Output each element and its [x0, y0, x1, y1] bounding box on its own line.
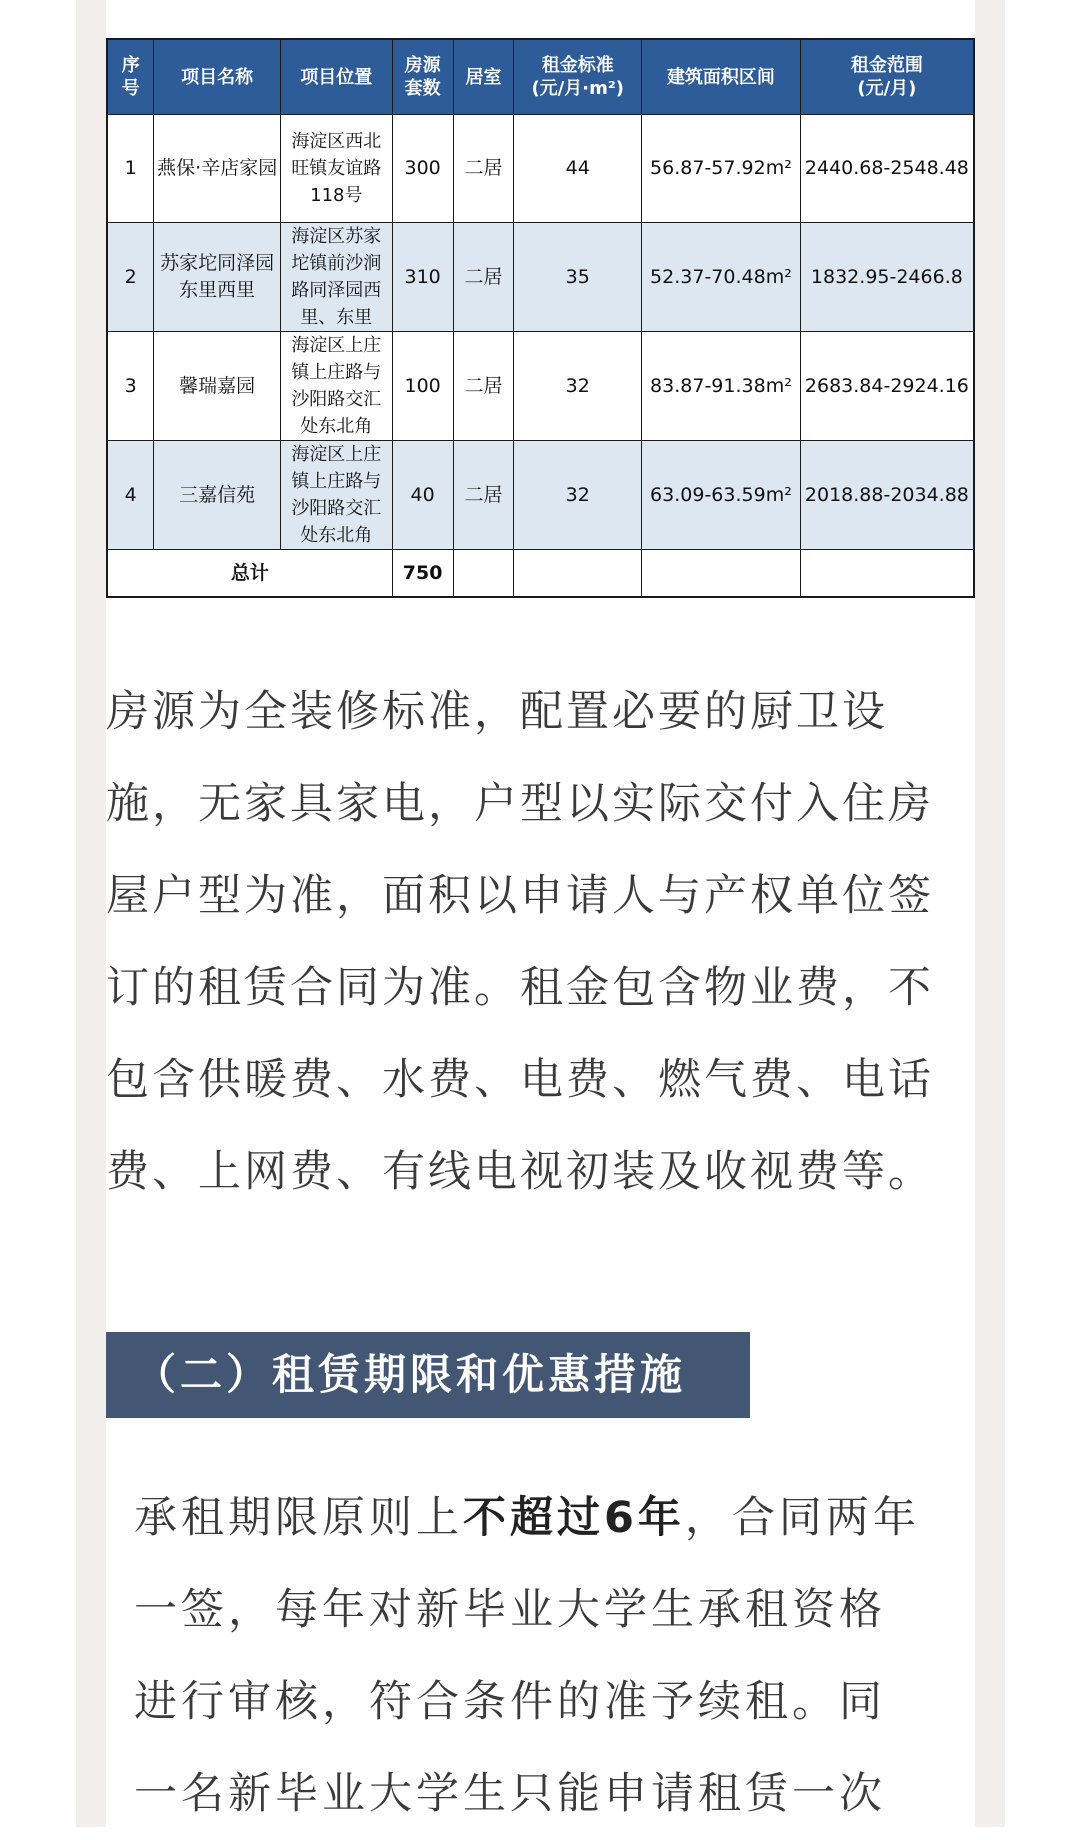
cell-total-label: 总计: [107, 550, 392, 598]
paragraph-housing-standard: [106, 666, 975, 1218]
housing-table-container: [106, 38, 975, 598]
table-row: [107, 441, 974, 550]
cell-rent-standard: 44: [514, 115, 642, 223]
column-header: 项目名称: [154, 39, 281, 115]
paragraph-line: 进行审核，符合条件的准予续租。同: [134, 1677, 886, 1727]
left-margin: [76, 0, 106, 1827]
cell-units: 300: [392, 115, 453, 223]
cell-rent-standard: 35: [514, 223, 642, 332]
table-row: [107, 115, 974, 223]
cell-project-name: 三嘉信苑: [154, 441, 281, 550]
cell-rent-range: 2018.88-2034.88: [800, 441, 974, 550]
cell-rent-standard: 32: [514, 441, 642, 550]
paragraph-line: 一名新毕业大学生只能申请租赁一次: [134, 1769, 886, 1819]
cell-rooms: 二居: [453, 441, 514, 550]
column-header: 项目位置: [280, 39, 392, 115]
cell-no: 1: [107, 115, 154, 223]
cell-area-range: 56.87-57.92m²: [642, 115, 801, 223]
table-total-row: [107, 550, 974, 598]
paragraph-line: 施，无家具家电，户型以实际交付入住房: [106, 779, 934, 829]
table-body: [107, 115, 974, 598]
table-row: [107, 332, 974, 441]
article-page: [106, 0, 975, 1827]
table-header-row: [107, 39, 974, 115]
paragraph-lease-term: [134, 1472, 948, 1840]
housing-table: [106, 38, 975, 598]
cell-rent-standard: 32: [514, 332, 642, 441]
text-span: 承租期限原则上: [134, 1493, 463, 1543]
cell-location: 海淀区苏家 坨镇前沙涧 路同泽园西 里、东里: [280, 223, 392, 332]
paragraph-line: 房源为全装修标准，配置必要的厨卫设: [106, 687, 888, 737]
cell-units: 100: [392, 332, 453, 441]
cell-no: 4: [107, 441, 154, 550]
paragraph-line: [134, 1472, 948, 1564]
cell-no: 3: [107, 332, 154, 441]
cell-units: 40: [392, 441, 453, 550]
cell-project-name: 馨瑞嘉园: [154, 332, 281, 441]
column-header: 租金标准 (元/月·m²): [514, 39, 642, 115]
column-header: 序 号: [107, 39, 154, 115]
paragraph-lines: [134, 1564, 948, 1840]
cell-location: 海淀区西北 旺镇友谊路 118号: [280, 115, 392, 223]
cell-rooms: 二居: [453, 332, 514, 441]
cell-empty: [514, 550, 642, 598]
cell-location: 海淀区上庄 镇上庄路与 沙阳路交汇 处东北角: [280, 332, 392, 441]
cell-rent-range: 2440.68-2548.48: [800, 115, 974, 223]
cell-rooms: 二居: [453, 223, 514, 332]
highlight-text: 不超过6年: [463, 1493, 685, 1543]
section-heading-bar: [106, 1332, 750, 1418]
paragraph-line: 屋户型为准，面积以申请人与产权单位签: [106, 871, 934, 921]
paragraph-line: 订的租赁合同为准。租金包含物业费，不: [106, 963, 934, 1013]
cell-location: 海淀区上庄 镇上庄路与 沙阳路交汇 处东北角: [280, 441, 392, 550]
cell-no: 2: [107, 223, 154, 332]
cell-empty: [642, 550, 801, 598]
cell-rent-range: 1832.95-2466.8: [800, 223, 974, 332]
cell-project-name: 苏家坨同泽园 东里西里: [154, 223, 281, 332]
column-header: 房源 套数: [392, 39, 453, 115]
column-header: 租金范围 (元/月): [800, 39, 974, 115]
cell-empty: [453, 550, 514, 598]
section-title: （二）租赁期限和优惠措施: [134, 1350, 687, 1399]
cell-area-range: 63.09-63.59m²: [642, 441, 801, 550]
table-row: [107, 223, 974, 332]
paragraph-line: 包含供暖费、水费、电费、燃气费、电话: [106, 1055, 934, 1105]
column-header: 居室: [453, 39, 514, 115]
cell-rent-range: 2683.84-2924.16: [800, 332, 974, 441]
text-span: ，合同两年: [684, 1493, 920, 1543]
paragraph-line: 费、上网费、有线电视初装及收视费等。: [106, 1147, 934, 1197]
cell-total-units: 750: [392, 550, 453, 598]
cell-project-name: 燕保·辛店家园: [154, 115, 281, 223]
cell-units: 310: [392, 223, 453, 332]
cell-rooms: 二居: [453, 115, 514, 223]
right-margin: [975, 0, 1005, 1827]
column-header: 建筑面积区间: [642, 39, 801, 115]
cell-empty: [800, 550, 974, 598]
cell-area-range: 83.87-91.38m²: [642, 332, 801, 441]
paragraph-line: 一签，每年对新毕业大学生承租资格: [134, 1585, 886, 1635]
cell-area-range: 52.37-70.48m²: [642, 223, 801, 332]
